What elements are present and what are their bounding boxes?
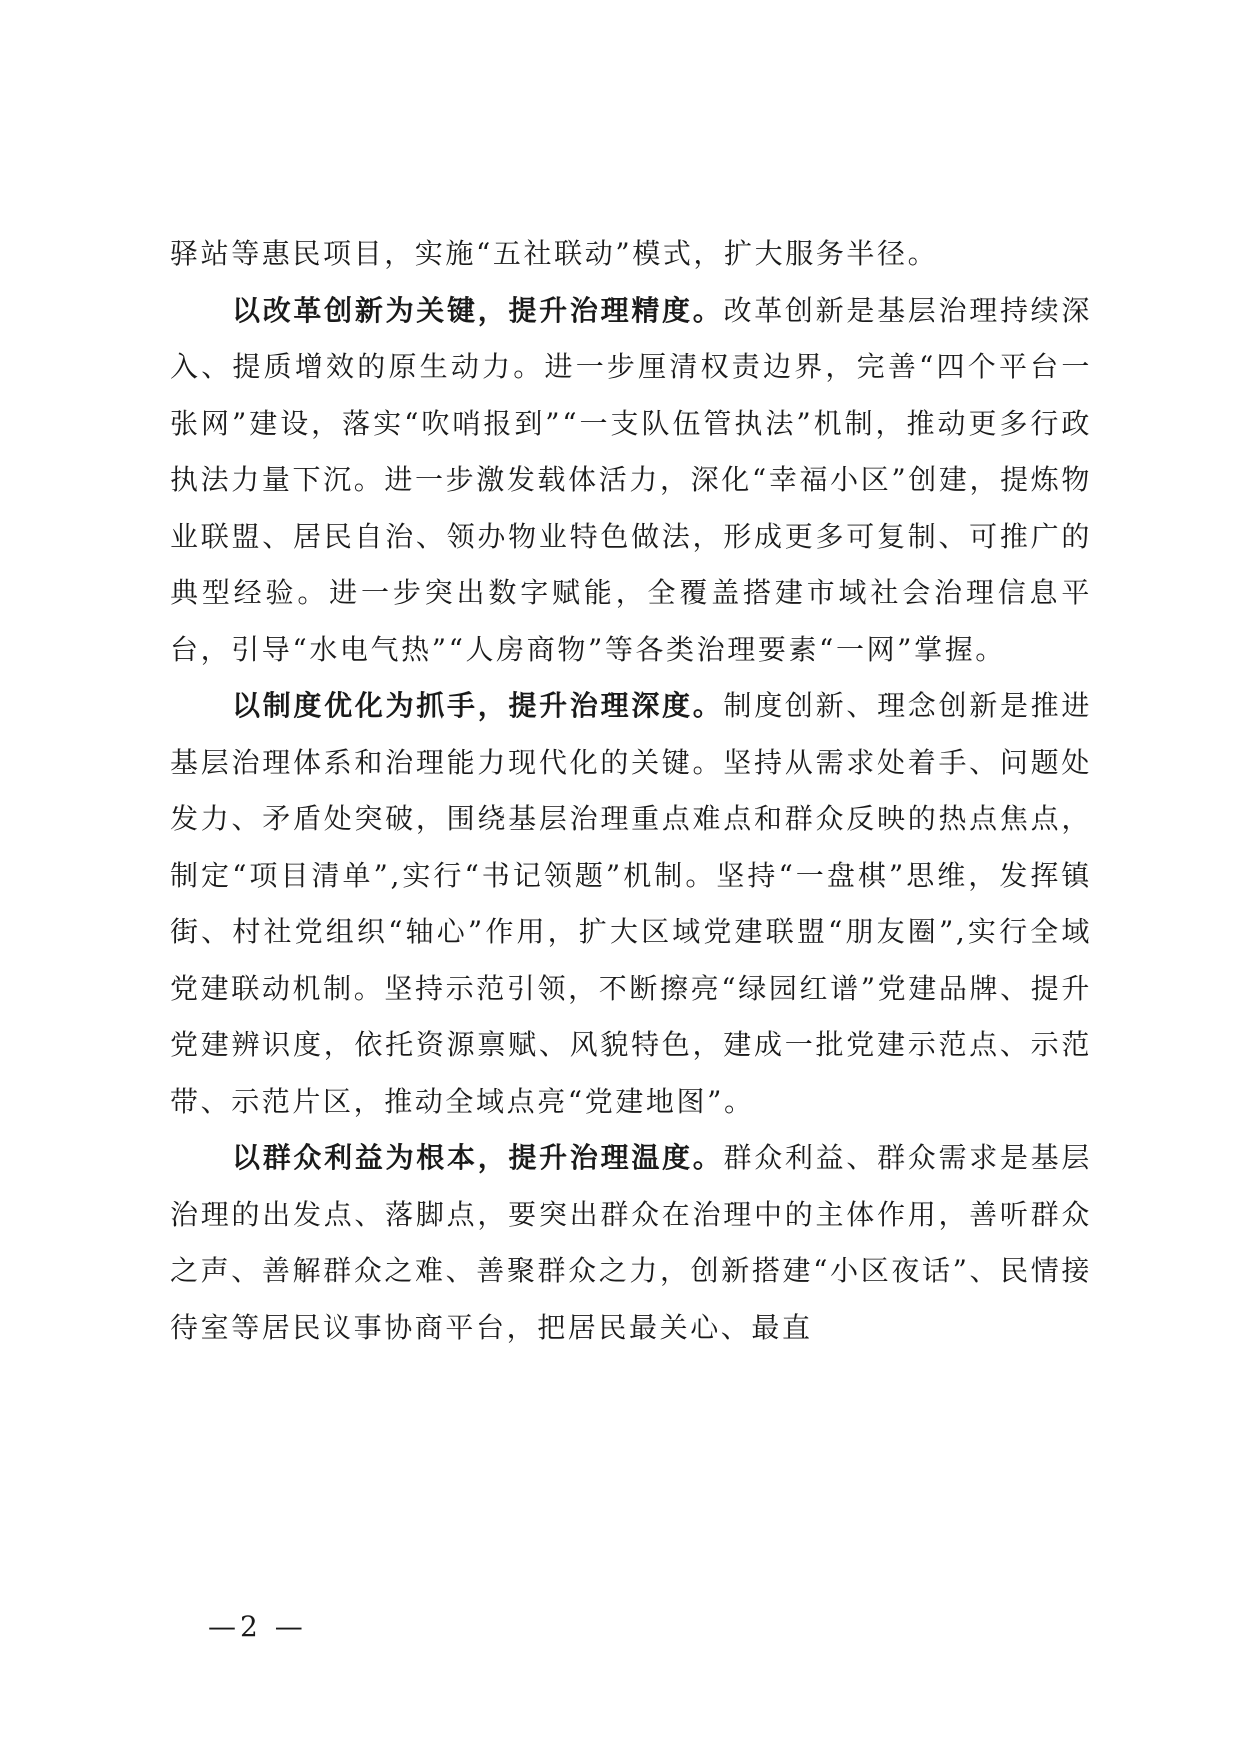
paragraph-heading: 以制度优化为抓手，提升治理深度。: [232, 689, 724, 722]
paragraph-continuation: [170, 226, 1092, 283]
paragraph-text: 驿站等惠民项目，实施“五社联动”模式，扩大服务半径。: [170, 237, 939, 270]
paragraph-system-optimization: [170, 678, 1092, 1130]
paragraph-heading: 以改革创新为关键，提升治理精度。: [232, 293, 724, 327]
document-body: [170, 226, 1092, 1356]
paragraph-text: 群众利益、群众需求是基层治理的出发点、落脚点，要突出群众在治理中的主体作用，善听群众之声、善解群众之难、善聚群众之力，创新搭建“小区夜话”、民情接待室等居民议事协商平台，把居民最关心、最直: [170, 1141, 1093, 1344]
paragraph-reform-innovation: [170, 283, 1092, 679]
paragraph-heading: 以群众利益为根本，提升治理温度。: [232, 1141, 724, 1174]
page-number: —2 —: [208, 1610, 307, 1643]
paragraph-text: 改革创新是基层治理持续深入、提质增效的原生动力。进一步厘清权责边界，完善“四个平台一张网”建设，落实“吹哨报到”“一支队伍管执法”机制，推动更多行政执法力量下沉。进一步激发载体活力，深化“幸福小区”创建，提炼物业联盟、居民自治、领办物业特色做法，形成更多可复制、可推广的典型经验。进一步突出数字赋能，全覆盖搭建市域社会治理信息平台，引导“水电气热”“人房商物”等各类治理要素“一网”掌握。: [170, 293, 1093, 666]
paragraph-text: 制度创新、理念创新是推进基层治理体系和治理能力现代化的关键。坚持从需求处着手、问题处发力、矛盾处突破，围绕基层治理重点难点和群众反映的热点焦点，制定“项目清单”,实行“书记领题”机制。坚持“一盘棋”思维，发挥镇街、村社党组织“轴心”作用，扩大区域党建联盟“朋友圈”,实行全域党建联动机制。坚持示范引领，不断擦亮“绿园红谱”党建品牌、提升党建辨识度，依托资源禀赋、风貌特色，建成一批党建示范点、示范带、示范片区，推动全域点亮“党建地图”。: [170, 689, 1093, 1118]
paragraph-public-interest: [170, 1130, 1092, 1356]
